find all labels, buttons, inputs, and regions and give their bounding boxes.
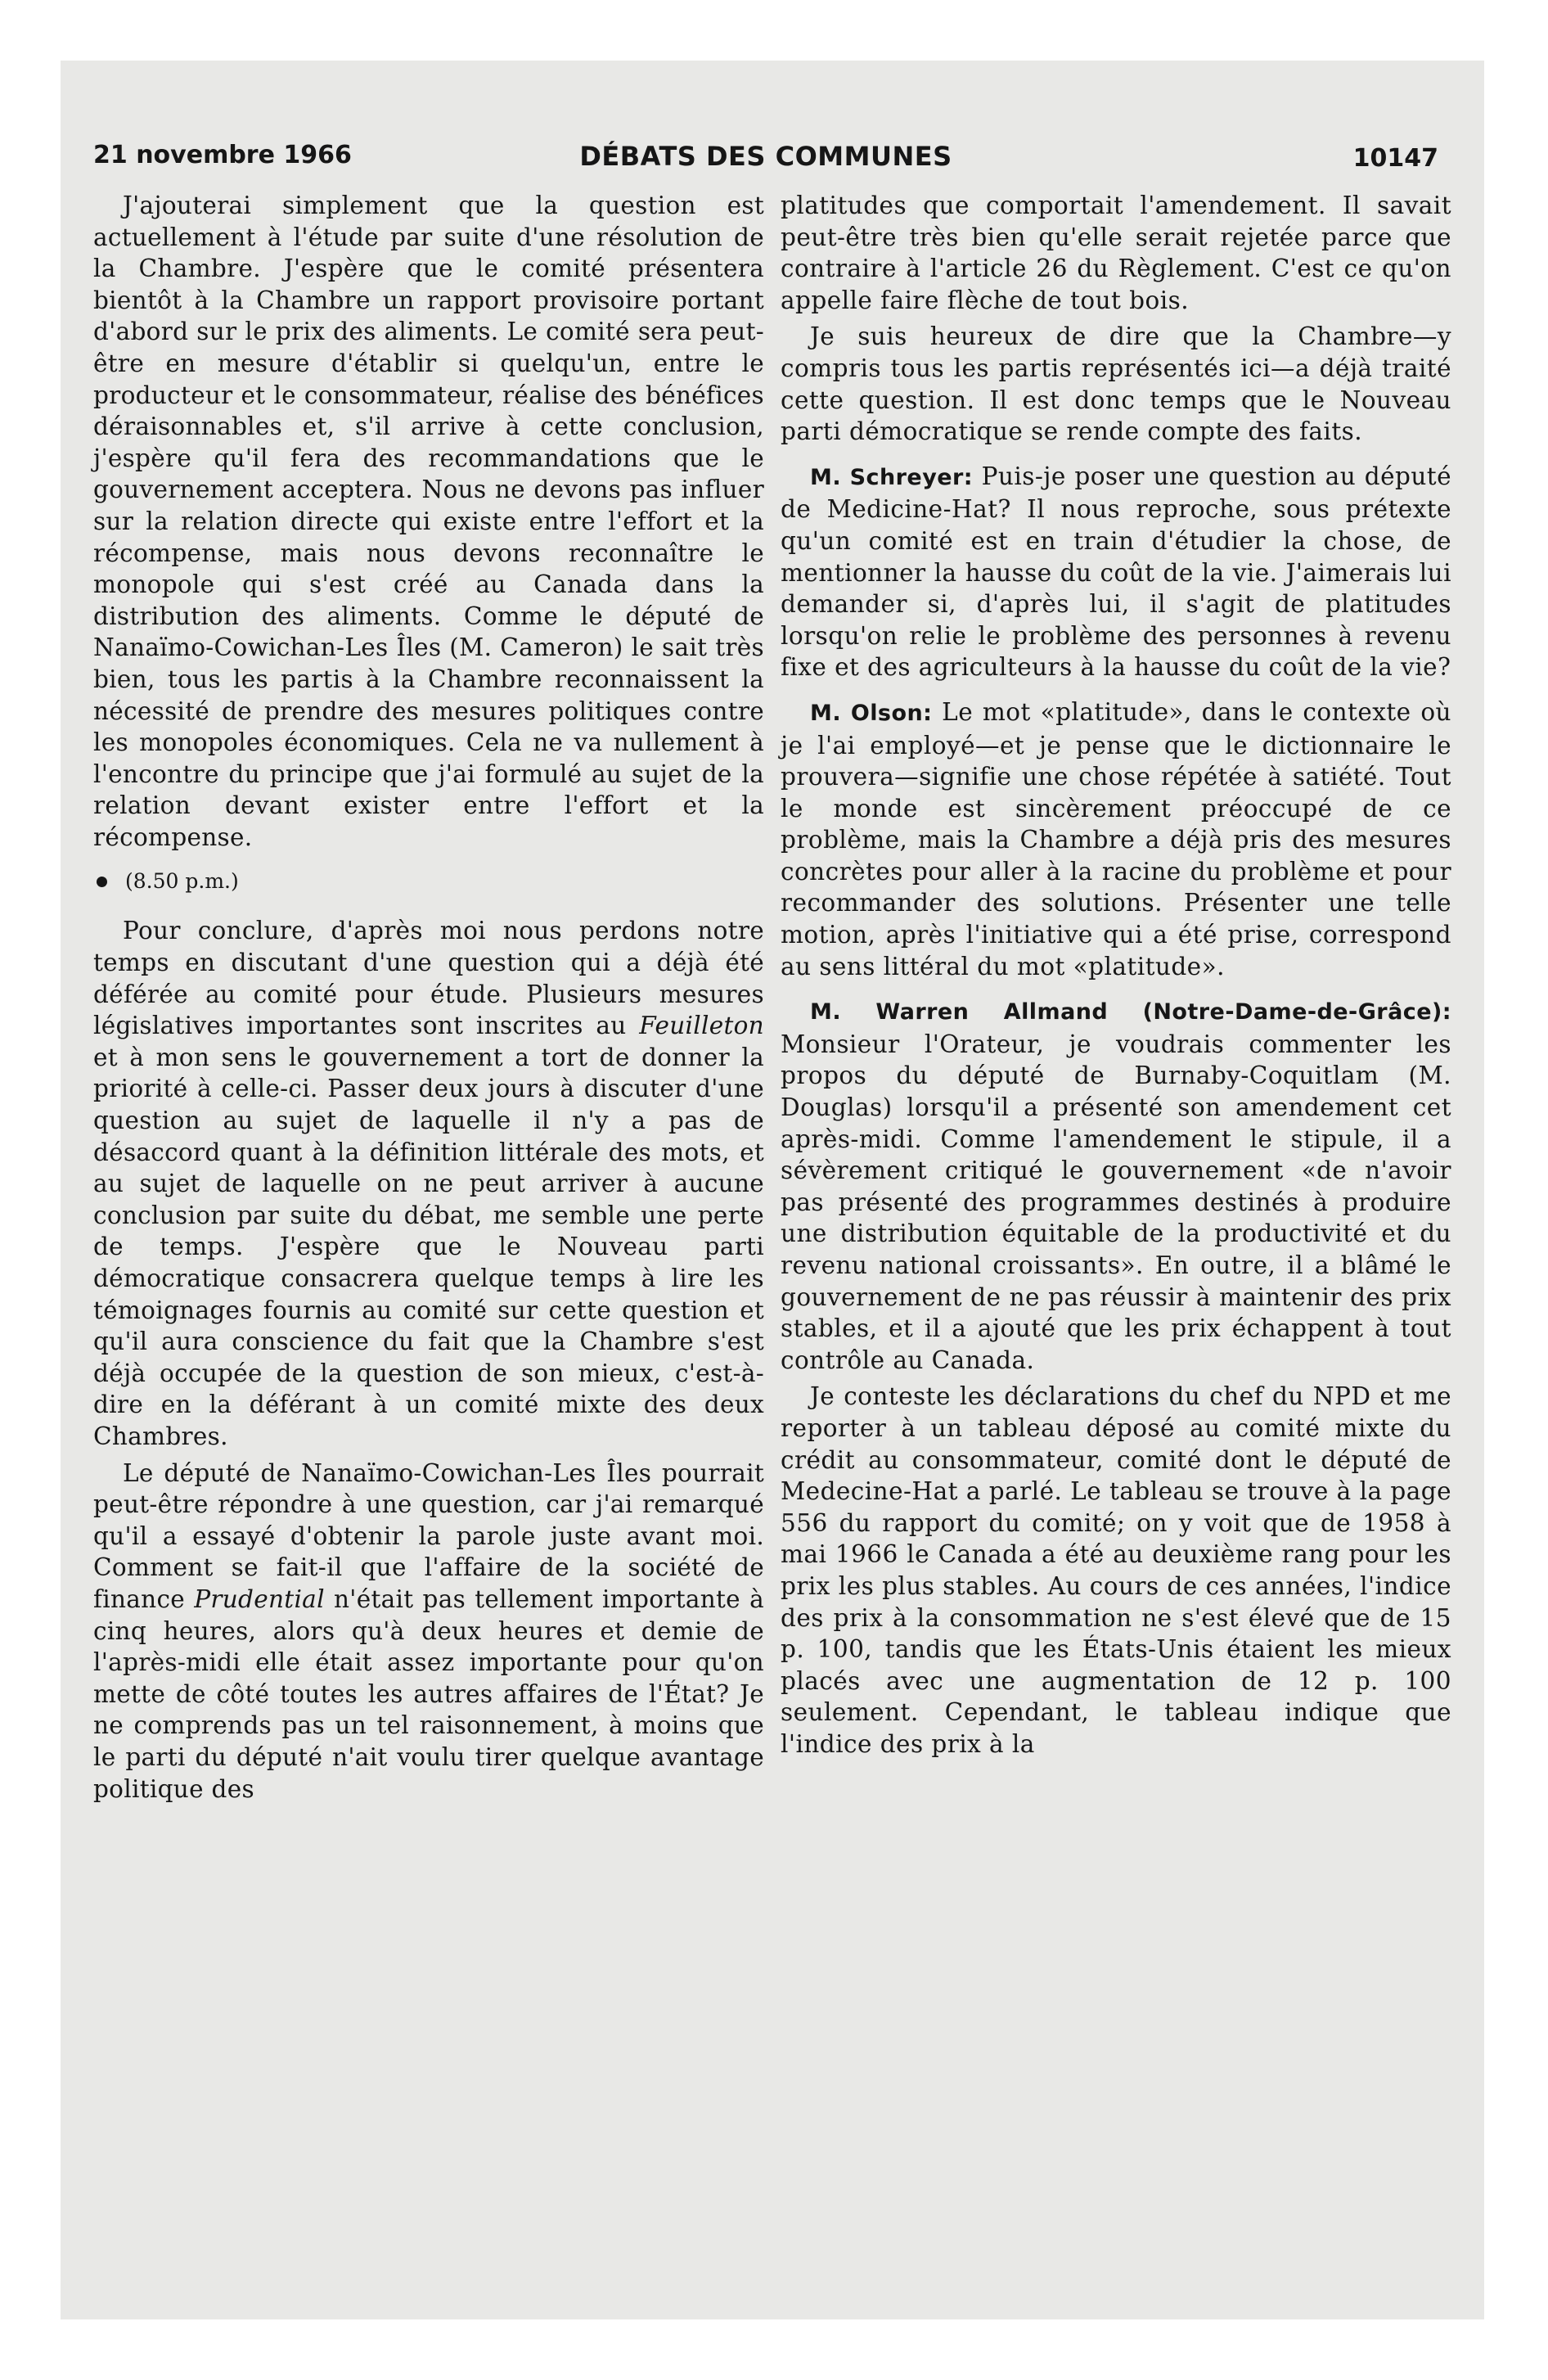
speaker-name: M. Schreyer: (810, 464, 974, 490)
left-column (93, 190, 764, 1805)
right-column (781, 190, 1451, 1760)
speaker-name: M. Olson: (810, 700, 933, 726)
italic-term: Prudential (194, 1584, 325, 1613)
time-marker-text: (8.50 p.m.) (125, 869, 239, 894)
paragraph (781, 995, 1451, 1376)
text-span: et à mon sens le gouvernement a tort de donner la priorité à celle-ci. Passer deux jours à discuter d'une question au sujet de laquelle il n'y a pas de désaccord quant à la définition littérale des mots, et au sujet de laquelle on ne peut arriver à aucune conclusion par suite du débat, me semble une perte de temps. J'espère que le Nouveau parti démocratique consacrera quelque temps à lire les témoignages fournis au comité sur cette question et qu'il aura conscience du fait que la Chambre s'est déjà occupée de la question de son mieux, c'est-à-dire en la déférant à un comité mixte des deux Chambres. (93, 1043, 764, 1450)
paragraph: Je suis heureux de dire que la Chambre—y compris tous les partis représentés ici—a déjà traité cette question. Il est donc temps que le Nouveau parti démocratique se rende compte des faits. (781, 322, 1451, 446)
time-marker (93, 868, 764, 895)
speech-text: Le mot «platitude», dans le contexte où je l'ai employé—et je pense que le dictionnaire le prouvera—signifie une chose répétée à satiété. Tout le monde est sincèrement préoccupé de ce problème, mais la Chambre a déjà pris des mesures concrètes pour aller à la racine du problème et pour recommander des solutions. Présenter une telle motion, après l'initiative qui a été prise, correspond au sens littéral du mot «platitude». (781, 697, 1451, 980)
paragraph (781, 461, 1451, 683)
text-span: Le député de Nanaïmo-Cowichan-Les Îles pourrait peut-être répondre à une question, car j'ai remarqué qu'il a essayé d'obtenir la parole juste avant moi. Comment se fait-il que l'affaire de la société de finance (93, 1458, 764, 1613)
paragraph: platitudes que comportait l'amendement. Il savait peut-être très bien qu'elle serait rejetée parce que contraire à l'article 26 du Règlement. C'est ce qu'on appelle faire flèche de tout bois. (781, 192, 1451, 314)
paragraph: Je conteste les déclarations du chef du NPD et me reporter à un tableau déposé au comité mixte du crédit au consommateur, comité dont le député de Medecine-Hat a parlé. Le tableau se trouve à la page 556 du rapport du comité; on y voit que de 1958 à mai 1966 le Canada a été au deuxième rang pour les prix les plus stables. Au cours de ces années, l'indice des prix à la consommation ne s'est élevé que de 15 p. 100, tandis que les États-Unis étaient les mieux placés avec une augmentation de 12 p. 100 seulement. Cependant, le tableau indique que l'indice des prix à la (781, 1382, 1451, 1758)
paragraph (93, 1458, 764, 1805)
italic-term: Feuilleton (639, 1012, 764, 1040)
speech-text: Puis-je poser une question au député de Medicine-Hat? Il nous reproche, sous prétexte qu'un comité est en train d'étudier la chose, de mentionner la hausse du coût de la vie. J'aimerais lui demander si, d'après lui, il s'agit de platitudes lorsqu'on relie le problème des personnes à revenu fixe et des agriculteurs à la hausse du coût de la vie? (781, 462, 1452, 682)
header-date: 21 novembre 1966 (93, 141, 352, 169)
paragraph (781, 696, 1451, 982)
page-number: 10147 (1352, 144, 1438, 173)
text-span: Pour conclure, d'après moi nous perdons notre temps en discutant d'une question qui a déjà été déférée au comité pour étude. Plusieurs mesures législatives importantes sont inscrites au (93, 917, 764, 1040)
speech-text: Monsieur l'Orateur, je voudrais commenter les propos du député de Burnaby-Coquitlam (M. Douglas) lorsqu'il a présenté son amendement cet après-midi. Comme l'amendement le stipule, il a sévèrement critiqué le gouvernement «de n'avoir pas présenté des programmes destinés à produire une distribution équitable de la productivité et du revenu national croissants». En outre, il a blâmé le gouvernement de ne pas réussir à maintenir des prix stables, et il a ajouté que les prix échappent à tout contrôle au Canada. (781, 1030, 1451, 1374)
page-header (93, 141, 1438, 182)
paragraph: J'ajouterai simplement que la question est actuellement à l'étude par suite d'une résolution de la Chambre. J'espère que le comité présentera bientôt à la Chambre un rapport provisoire portant d'abord sur le prix des aliments. Le comité sera peut-être en mesure d'établir si quelqu'un, entre le producteur et le consommateur, réalise des bénéfices déraisonnables et, s'il arrive à cette conclusion, j'espère qu'il fera des recommandations que le gouvernement acceptera. Nous ne devons pas influer sur la relation directe qui existe entre l'effort et la récompense, mais nous devons reconnaître le monopole qui s'est créé au Canada dans la distribution des aliments. Comme le député de Nanaïmo-Cowichan-Les Îles (M. Cameron) le sait très bien, tous les partis à la Chambre reconnaissent la nécessité de prendre des mesures politiques contre les monopoles économiques. Cela ne va nullement à l'encontre du principe que j'ai formulé au sujet de la relation devant exister entre l'effort et la récompense. (93, 192, 764, 851)
paragraph (93, 915, 764, 1452)
speaker-name: M. Warren Allmand (Notre-Dame-de-Grâce): (810, 999, 1451, 1025)
bullet-icon (97, 877, 107, 887)
header-title: DÉBATS DES COMMUNES (579, 141, 952, 172)
text-span: n'était pas tellement importante à cinq heures, alors qu'à deux heures et demie de l'après-midi elle était assez importante pour qu'on mette de côté toutes les autres affaires de l'État? Je ne comprends pas un tel raisonnement, à moins que le parti du député n'ait voulu tirer quelque avantage politique des (93, 1584, 765, 1803)
